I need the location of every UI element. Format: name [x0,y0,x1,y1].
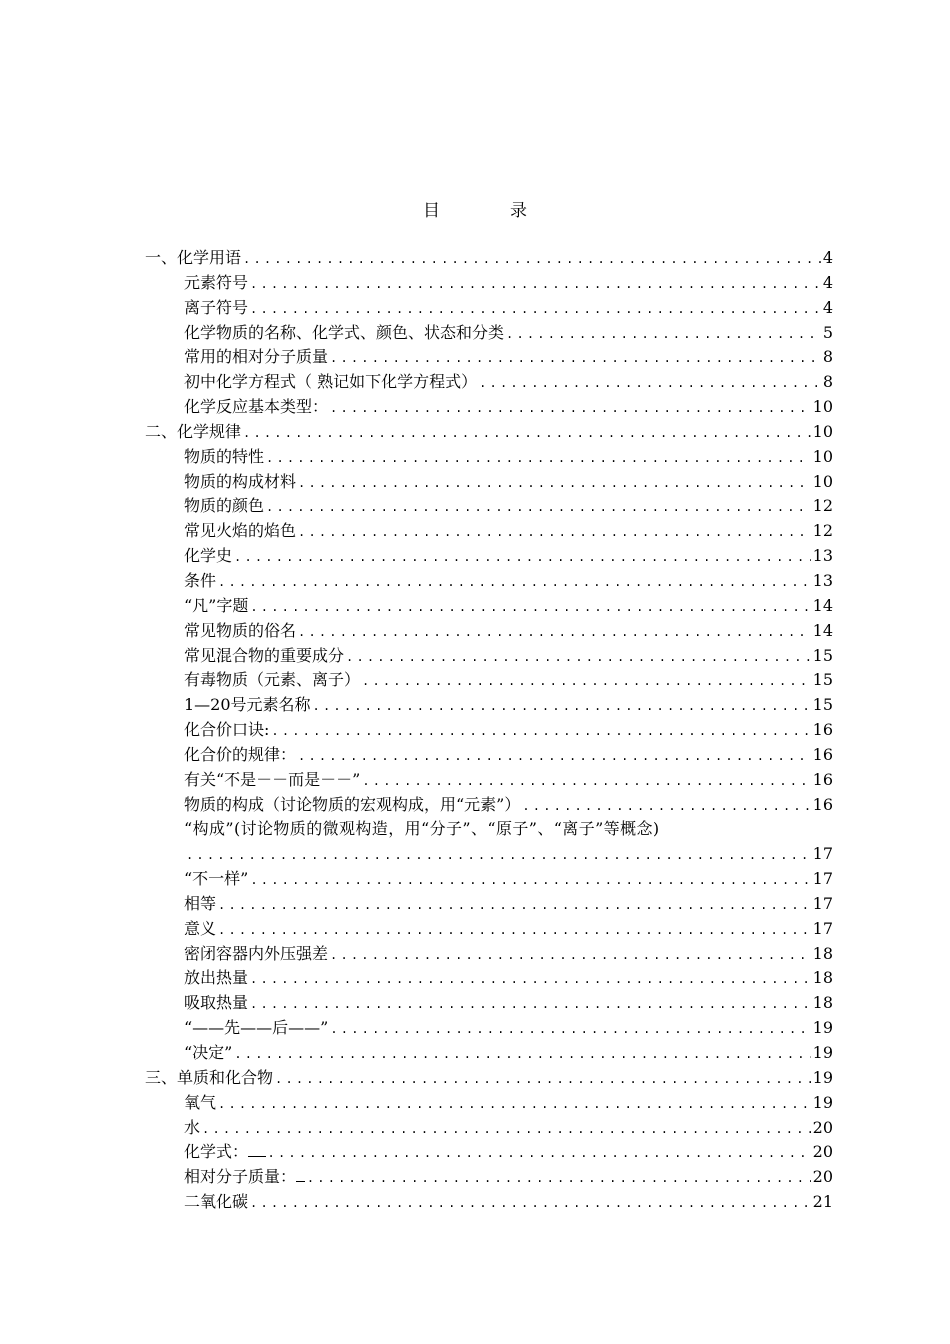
toc-entry-label: 吸取热量 [184,993,249,1013]
toc-entry-page-number: 18 [812,993,833,1013]
toc-entry[interactable] [145,942,833,967]
dot-leader [298,471,811,495]
dot-leader [298,744,811,768]
toc-entry-label: 化学史 [184,546,233,566]
dot-leader [313,694,811,718]
toc-entry[interactable] [145,693,833,718]
toc-entry-page-number: 10 [812,471,833,491]
dot-leader [479,371,821,395]
dot-leader [362,669,811,693]
toc-entry[interactable] [145,793,833,818]
toc-entry-page-number: 16 [812,769,833,789]
toc-entry[interactable] [145,644,833,669]
toc-entry-label: “决定” [184,1043,233,1062]
toc-entry-page-number: 13 [812,546,833,566]
toc-entry-page-number: 4 [822,272,833,292]
toc-entry-page-number: 16 [812,744,833,764]
toc-entry[interactable] [145,1066,833,1091]
toc-title [0,196,950,221]
toc-entry[interactable] [145,321,833,346]
toc-entry-page-number: 15 [812,645,833,665]
dot-leader [268,1141,811,1165]
toc-entry-page-number: 15 [812,670,833,690]
dot-leader [218,570,811,594]
toc-entry-label: 常见混合物的重要成分 [184,645,345,665]
toc-entry-label: 二氧化碳 [184,1192,249,1212]
toc-entry[interactable] [145,1140,833,1165]
toc-entry-label: “不一样” [184,869,249,889]
toc-entry[interactable] [145,296,833,321]
toc-entry[interactable] [145,1165,833,1190]
toc-entry[interactable] [145,1091,833,1116]
toc-entry-page-number: 13 [812,570,833,590]
toc-entry-label: 三、单质和化合物 [145,1067,274,1087]
toc-entry-page-number: 8 [822,347,833,367]
dot-leader [271,719,810,743]
toc-entry-page-number: 18 [812,968,833,988]
toc-entry-page-number: 20 [812,1142,833,1162]
toc-entry-label: 常见火焰的焰色 [184,521,297,541]
toc-entry-label: 相等 [184,893,217,913]
toc-entry-page-number: 16 [812,720,833,740]
dot-leader [250,595,810,619]
toc-title-left: 目 [423,201,440,221]
dot-leader [330,396,811,420]
toc-entry-label: 氧气 [184,1092,217,1112]
toc-entry-label: 一、化学用语 [145,248,242,267]
dot-leader [202,1117,811,1141]
toc-entry[interactable] [145,1190,833,1215]
toc-entry-page-number: 4 [822,297,833,317]
dot-leader [250,1191,811,1215]
dot-leader [266,446,811,470]
dot-leader [522,794,810,818]
dot-leader [186,843,811,867]
toc-entry-label: 化学式： [184,1142,249,1162]
toc-entry-page-number: 4 [822,248,833,267]
toc-entry[interactable] [145,743,833,768]
toc-entry-label: 化合价的规律： [184,744,297,764]
toc-entry[interactable] [145,271,833,296]
dot-leader [298,520,811,544]
toc-entry[interactable] [145,842,833,867]
toc-entry[interactable] [145,619,833,644]
toc-entry-page-number: 8 [822,372,833,392]
toc-entry[interactable] [145,892,833,917]
toc-entry-page-number: 19 [812,1043,833,1062]
toc-entry-page-number: 21 [812,1192,833,1212]
fill-in-blank [248,1140,266,1157]
toc-entry[interactable] [145,345,833,370]
dot-leader [330,943,811,967]
toc-entry-page-number: 10 [812,397,833,417]
toc-entry-page-number: 10 [812,446,833,466]
toc-entry-label: 意义 [184,918,217,938]
toc-entry-page-number: 19 [812,1067,833,1087]
dot-leader [218,1092,811,1116]
toc-entry-label: 密闭容器内外压强差 [184,943,329,963]
toc-entry-page-number: 10 [812,421,833,441]
toc-entry-page-number: 14 [812,620,833,640]
toc-entry-page-number: 17 [812,918,833,938]
toc-entry-label: 物质的构成（讨论物质的宏观构成，用“元素”） [184,794,521,814]
toc-entry-page-number: 12 [812,521,833,541]
toc-entry[interactable] [145,370,833,395]
dot-leader [298,620,811,644]
toc-entry[interactable] [145,991,833,1016]
toc-entry-label: 相对分子质量： [184,1167,297,1187]
toc-entry-label: 化合价口诀: [184,720,270,740]
dot-leader [330,346,821,370]
fill-in-blank [296,1165,305,1182]
toc-entry[interactable] [145,494,833,519]
toc-entry-label: 二、化学规律 [145,421,242,441]
toc-entry-label: “——先——后——” [184,1018,329,1038]
toc-entry-label: 离子符号 [184,297,249,317]
dot-leader [330,1017,810,1041]
toc-entry[interactable] [145,445,833,470]
toc-entry-label: 常见物质的俗名 [184,620,297,640]
dot-leader [266,495,811,519]
toc-entry-page-number: 5 [822,322,833,342]
dot-leader [250,272,821,296]
dot-leader [250,297,821,321]
dot-leader [218,893,811,917]
toc-entry-label: 有关“不是－－而是－－” [184,769,361,789]
dot-leader [243,247,821,271]
toc-entry-page-number: 20 [812,1167,833,1187]
dot-leader [307,1166,811,1190]
dot-leader [234,1042,810,1066]
toc-entry[interactable] [145,718,833,743]
toc-entry-label: 放出热量 [184,968,249,988]
toc-entry[interactable] [145,519,833,544]
toc-entry-label: “凡”字题 [184,595,249,615]
toc-entry[interactable] [145,917,833,942]
toc-entry-label: 常用的相对分子质量 [184,347,329,367]
toc-entry[interactable] [145,470,833,495]
toc-entry-label: 水 [184,1117,201,1137]
toc-entry[interactable] [145,594,833,619]
toc-entry[interactable] [145,1016,833,1041]
toc-title-right: 录 [510,201,527,221]
table-of-contents [145,246,833,1215]
toc-entry-label: 物质的颜色 [184,496,265,516]
toc-entry[interactable] [145,668,833,693]
toc-entry-page-number: 14 [812,595,833,615]
toc-entry-page-number: 19 [812,1018,833,1038]
toc-entry[interactable] [145,544,833,569]
dot-leader [346,645,811,669]
toc-entry-label: 条件 [184,570,217,590]
toc-entry-label: “构成”(讨论物质的微观构造，用“分子”、“原子”、“离子”等概念) [184,819,660,839]
toc-entry-page-number: 19 [812,1092,833,1112]
toc-entry-label: 元素符号 [184,272,249,292]
toc-entry-page-number: 17 [812,869,833,889]
toc-entry-page-number: 15 [812,695,833,715]
toc-entry-page-number: 18 [812,943,833,963]
toc-entry[interactable] [145,817,833,842]
toc-entry[interactable] [145,768,833,793]
dot-leader [506,322,821,346]
dot-leader [250,967,811,991]
toc-entry-page-number: 16 [812,794,833,814]
toc-entry[interactable] [145,867,833,892]
toc-entry-label: 初中化学方程式（ 熟记如下化学方程式） [184,372,478,392]
toc-entry[interactable] [145,395,833,420]
dot-leader [250,992,811,1016]
toc-entry-page-number: 12 [812,496,833,516]
toc-entry-page-number: 20 [812,1117,833,1137]
toc-entry[interactable] [145,569,833,594]
toc-entry-label: 有毒物质（元素、离子） [184,670,361,690]
dot-leader [275,1067,811,1091]
dot-leader [243,421,811,445]
toc-entry-page-number: 17 [812,844,833,864]
dot-leader [234,545,811,569]
dot-leader [218,918,811,942]
dot-leader [362,769,810,793]
toc-entry[interactable] [145,246,833,271]
toc-entry[interactable] [145,1116,833,1141]
toc-entry[interactable] [145,420,833,445]
toc-entry-label: 化学物质的名称、化学式、颜色、状态和分类 [184,322,505,342]
toc-entry-label: 物质的特性 [184,446,265,466]
toc-entry-label: 物质的构成材料 [184,471,297,491]
dot-leader [250,868,810,892]
toc-entry-page-number: 17 [812,893,833,913]
toc-entry-label: 化学反应基本类型： [184,397,329,417]
toc-entry[interactable] [145,966,833,991]
toc-entry[interactable] [145,1041,833,1066]
toc-entry-label: 1—20号元素名称 [184,695,311,715]
